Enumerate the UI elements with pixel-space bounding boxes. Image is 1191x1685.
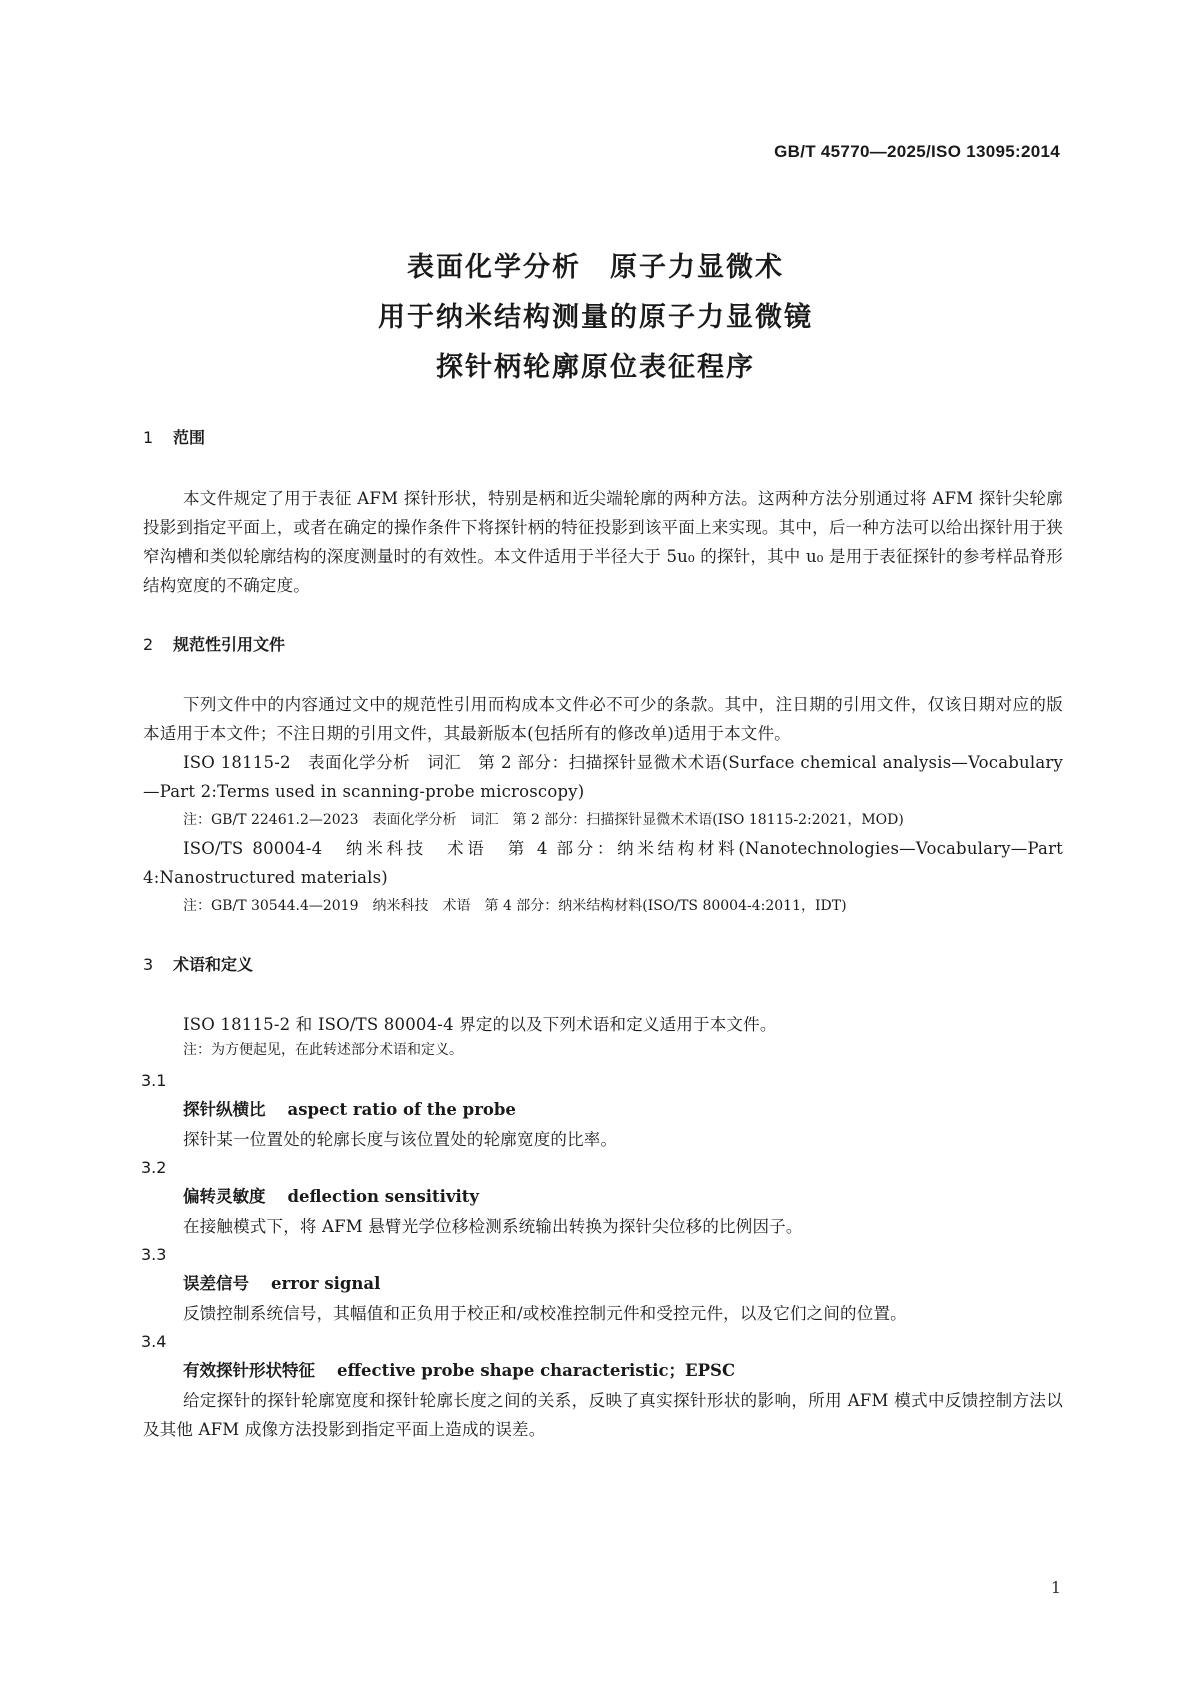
references-paragraph: 下列文件中的内容通过文中的规范性引用而构成本文件必不可少的条款。其中，注日期的引用文件，仅该日期对应的版本适用于本文件；不注日期的引用文件，其最新版本(包括所有的修改单)适用于本文件。: [143, 695, 1063, 743]
reference-note: 注：GB/T 30544.4—2019 纳米科技 术语 第 4 部分：纳米结构材料(ISO/TS 80004-4:2011，IDT): [183, 898, 847, 914]
title-line-1: 表面化学分析 原子力显微术: [407, 252, 784, 283]
term-name-zh: 有效探针形状特征: [183, 1361, 315, 1380]
term-number: 3.4: [141, 1332, 167, 1351]
term-definition: 在接触模式下，将 AFM 悬臂光学位移检测系统输出转换为探针尖位移的比例因子。: [183, 1217, 803, 1236]
section-heading-terms-definitions: [143, 954, 1063, 976]
term-entry: [143, 1182, 1063, 1212]
section-heading-normative-references: [143, 634, 1063, 656]
standard-code: GB/T 45770—2025/ISO 13095:2014: [774, 142, 1060, 161]
section-title: 范围: [173, 428, 206, 447]
reference-note: 注：GB/T 22461.2—2023 表面化学分析 词汇 第 2 部分：扫描探针显微术术语(ISO 18115-2:2021，MOD): [183, 812, 904, 828]
reference-item: ISO 18115-2 表面化学分析 词汇 第 2 部分：扫描探针显微术术语(Surface chemical analysis—Vocabulary—Part 2:Terms used in scanning-probe microscopy): [143, 753, 1063, 801]
title-line-2: 用于纳米结构测量的原子力显微镜: [378, 302, 813, 333]
term-definition: 给定探针的探针轮廓宽度和探针轮廓长度之间的关系，反映了真实探针形状的影响，所用 AFM 模式中反馈控制方法以及其他 AFM 成像方法投影到指定平面上造成的误差。: [143, 1391, 1063, 1439]
term-name-zh: 误差信号: [183, 1274, 249, 1293]
term-entry: [143, 1356, 1063, 1386]
page-number: 1: [1050, 1578, 1061, 1597]
term-name-en: effective probe shape characteristic；EPSC: [337, 1361, 736, 1380]
terms-note: 注：为方便起见，在此转述部分术语和定义。: [183, 1042, 463, 1058]
title-line-3: 探针柄轮廓原位表征程序: [436, 352, 755, 383]
term-name-zh: 偏转灵敏度: [183, 1187, 266, 1206]
term-number: 3.3: [141, 1245, 167, 1264]
term-name-zh: 探针纵横比: [183, 1100, 266, 1119]
term-name-en: aspect ratio of the probe: [287, 1100, 516, 1119]
document-body: [143, 427, 1063, 1444]
section-title: 规范性引用文件: [173, 635, 286, 654]
term-number: 3.1: [141, 1071, 167, 1090]
section-heading-scope: [143, 427, 1063, 449]
section-title: 术语和定义: [173, 955, 254, 974]
section-number: 3: [143, 955, 154, 974]
term-definition: 反馈控制系统信号，其幅值和正负用于校正和/或校准控制元件和受控元件，以及它们之间的位置。: [183, 1304, 907, 1323]
term-name-en: deflection sensitivity: [287, 1187, 480, 1206]
document-title: [0, 243, 1191, 393]
reference-item: ISO/TS 80004-4 纳米科技 术语 第 4 部分：纳米结构材料(Nanotechnologies—Vocabulary—Part 4:Nanostructured materials): [143, 839, 1063, 887]
scope-paragraph: 本文件规定了用于表征 AFM 探针形状，特别是柄和近尖端轮廓的两种方法。这两种方法分别通过将 AFM 探针尖轮廓投影到指定平面上，或者在确定的操作条件下将探针柄的特征投影到该平面上来实现。其中，后一种方法可以给出探针用于狭窄沟槽和类似轮廓结构的深度测量时的有效性。本文件适用于半径大于 5u₀ 的探针，其中 u₀ 是用于表征探针的参考样品脊形结构宽度的不确定度。: [143, 489, 1063, 595]
term-entry: [143, 1269, 1063, 1299]
section-number: 2: [143, 635, 154, 654]
terms-paragraph: ISO 18115-2 和 ISO/TS 80004-4 界定的以及下列术语和定义适用于本文件。: [183, 1015, 777, 1034]
term-entry: [143, 1095, 1063, 1125]
term-number: 3.2: [141, 1158, 167, 1177]
term-name-en: error signal: [271, 1274, 381, 1293]
section-number: 1: [143, 428, 154, 447]
term-definition: 探针某一位置处的轮廓长度与该位置处的轮廓宽度的比率。: [183, 1130, 618, 1149]
